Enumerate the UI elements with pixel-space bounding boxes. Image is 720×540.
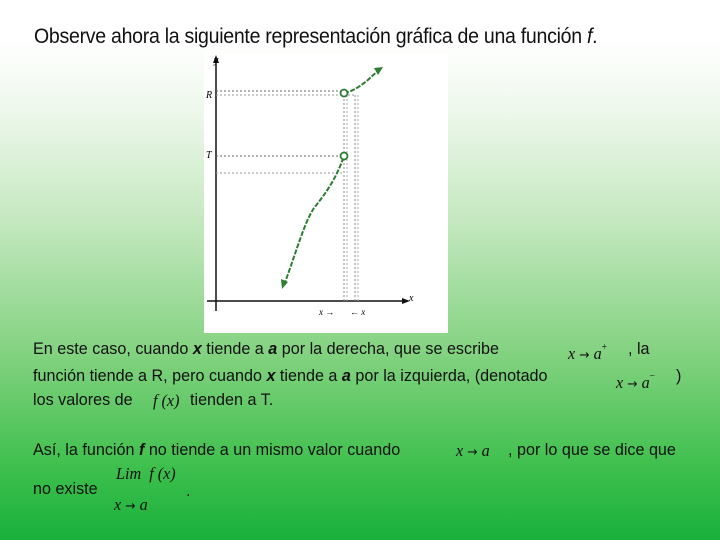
right-branch-curve — [344, 69, 380, 93]
para1-line3b: tienden a T. — [190, 390, 274, 409]
graph-svg — [204, 53, 448, 333]
text: función tiende a R, pero cuando — [33, 366, 267, 385]
tick-left-approach: x → — [319, 307, 335, 317]
text-bold-x: x — [192, 339, 202, 358]
slide-title — [34, 24, 657, 50]
text: tiende a — [275, 366, 342, 385]
y-axis-label: y — [214, 55, 219, 66]
para1-line2 — [33, 365, 548, 387]
text: no tiende a un mismo valor cuando — [144, 440, 401, 459]
para2-line1 — [33, 439, 400, 461]
label-T: T — [206, 150, 212, 161]
math-x-to-a-minus — [616, 366, 655, 396]
para1-line3a: los valores de — [33, 390, 133, 409]
label-R: R — [206, 90, 213, 101]
title-period: . — [592, 25, 598, 48]
right-arrow-icon: → — [467, 445, 478, 460]
para1-line1-end: , la — [628, 339, 650, 358]
open-point-R — [341, 90, 348, 97]
math-fx: f (x) — [149, 464, 176, 483]
math-a: a — [593, 344, 602, 363]
text: Así, la función — [33, 440, 139, 459]
function-graph — [204, 53, 448, 333]
title-text: Observe ahora la siguiente representación gráfica de una función — [34, 25, 587, 48]
math-minus: − — [649, 371, 656, 382]
title-function-name: f — [586, 25, 593, 48]
open-point-T — [341, 153, 348, 160]
math-x-to-a — [456, 440, 490, 464]
math-lim-subscript — [114, 494, 148, 518]
para2-line1-end: , por lo que se dice que — [508, 440, 676, 459]
right-arrow-icon: → — [125, 499, 136, 514]
text-bold-x: x — [266, 366, 276, 385]
math-f-of-x: f (x) — [153, 391, 180, 410]
para1-line2-end: ) — [676, 366, 682, 385]
math-x: x — [568, 344, 576, 363]
text-bold-f: f — [138, 440, 145, 459]
right-arrow-icon: → — [579, 348, 590, 363]
left-branch-arrow-icon — [281, 279, 288, 289]
math-x: x — [456, 441, 464, 460]
math-x: x — [616, 373, 624, 392]
math-plus: + — [601, 342, 608, 353]
x-axis-label: x — [409, 293, 414, 304]
math-a: a — [139, 495, 148, 514]
text: En este caso, cuando — [33, 339, 193, 358]
tick-right-approach: ← x — [350, 307, 366, 317]
text-bold-a: a — [341, 366, 351, 385]
text: por la derecha, que se escribe — [277, 339, 500, 358]
text: tiende a — [201, 339, 269, 358]
para1-line1 — [33, 338, 499, 360]
math-dot: . — [186, 481, 191, 500]
math-a: a — [481, 441, 490, 460]
math-a: a — [641, 373, 650, 392]
para2-line2: no existe — [33, 479, 98, 498]
left-branch-curve — [284, 156, 344, 285]
math-lim-f-of-x — [116, 463, 176, 485]
right-arrow-icon: → — [627, 377, 638, 392]
text-bold-a: a — [268, 339, 278, 358]
math-x-to-a-plus — [568, 337, 607, 367]
text: por la izquierda, (denotado — [350, 366, 548, 385]
math-x: x — [114, 495, 122, 514]
math-lim: Lim — [116, 464, 142, 483]
